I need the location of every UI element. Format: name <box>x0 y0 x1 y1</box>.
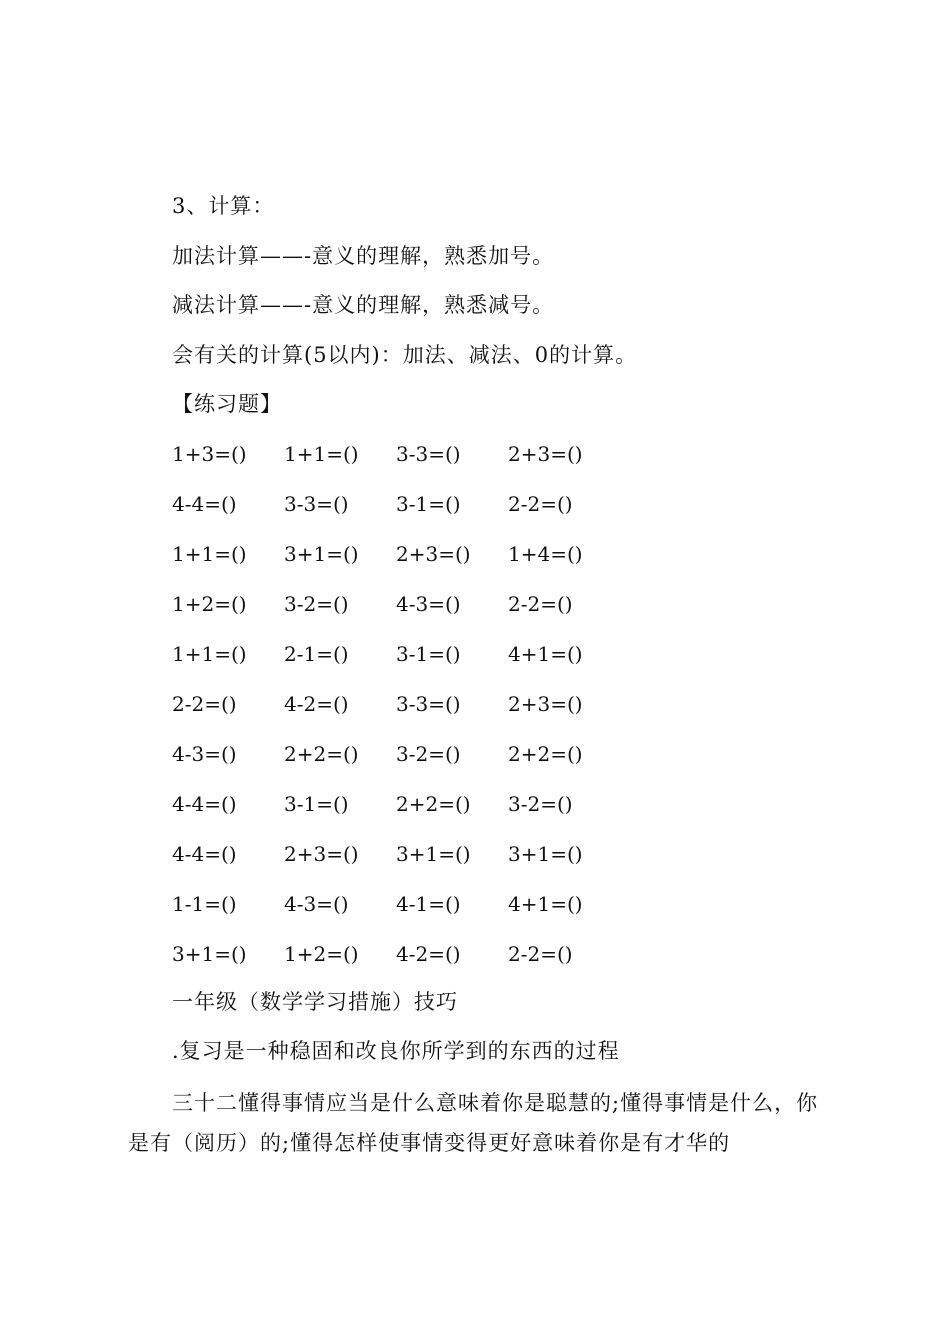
quote-paragraph: 三十二懂得事情应当是什么意味着你是聪慧的;懂得事情是什么，你是有（阅历）的;懂得怎样使事情变得更好意味着你是有才华的 <box>128 1091 819 1155</box>
exercise-item: 3-3=() <box>396 692 461 716</box>
exercise-item: 4+1=() <box>508 642 583 666</box>
addition-line: 加法计算——-意义的理解，熟悉加号。 <box>172 244 555 268</box>
exercise-item: 3-1=() <box>396 642 461 666</box>
exercise-item: 1+3=() <box>172 442 247 466</box>
exercise-grid <box>172 440 620 990</box>
exercise-item: 2+2=() <box>284 742 359 766</box>
exercise-item: 4-1=() <box>396 892 461 916</box>
exercise-item: 2+3=() <box>284 842 359 866</box>
exercise-item: 4-4=() <box>172 842 237 866</box>
exercise-item: 2+2=() <box>508 742 583 766</box>
exercise-row <box>172 490 620 540</box>
exercise-row <box>172 890 620 940</box>
exercise-row <box>172 940 620 990</box>
exercise-item: 1+1=() <box>172 642 247 666</box>
tips-line: .复习是一种稳固和改良你所学到的东西的过程 <box>172 1039 620 1063</box>
exercise-item: 2+2=() <box>396 792 471 816</box>
exercise-item: 4-3=() <box>172 742 237 766</box>
exercise-row <box>172 740 620 790</box>
exercise-item: 3-2=() <box>508 792 573 816</box>
exercise-item: 3+1=() <box>172 942 247 966</box>
exercise-item: 2-2=() <box>508 942 573 966</box>
exercise-item: 4-4=() <box>172 792 237 816</box>
exercise-row <box>172 590 620 640</box>
exercise-item: 1+2=() <box>284 942 359 966</box>
exercise-item: 4-3=() <box>284 892 349 916</box>
exercise-item: 3-2=() <box>284 592 349 616</box>
exercise-item: 3-1=() <box>284 792 349 816</box>
exercise-item: 4+1=() <box>508 892 583 916</box>
exercise-item: 2+3=() <box>396 542 471 566</box>
tips-title: 一年级（数学学习措施）技巧 <box>172 990 458 1014</box>
exercise-row <box>172 840 620 890</box>
exercise-item: 2+3=() <box>508 442 583 466</box>
exercise-item: 3-1=() <box>396 492 461 516</box>
exercise-row <box>172 640 620 690</box>
calculation-scope-line: 会有关的计算(5以内)：加法、减法、0的计算。 <box>172 343 638 367</box>
exercise-item: 4-4=() <box>172 492 237 516</box>
exercise-row <box>172 790 620 840</box>
exercise-item: 2-1=() <box>284 642 349 666</box>
exercise-item: 1-1=() <box>172 892 237 916</box>
section-heading: 3、计算： <box>172 194 275 218</box>
exercise-item: 4-3=() <box>396 592 461 616</box>
exercise-item: 3-2=() <box>396 742 461 766</box>
exercise-item: 3-3=() <box>284 492 349 516</box>
exercise-item: 3+1=() <box>284 542 359 566</box>
exercise-item: 1+1=() <box>284 442 359 466</box>
exercise-item: 2-2=() <box>508 592 573 616</box>
exercise-item: 1+1=() <box>172 542 247 566</box>
exercise-item: 4-2=() <box>396 942 461 966</box>
exercise-row <box>172 540 620 590</box>
exercise-item: 2-2=() <box>508 492 573 516</box>
exercise-row <box>172 690 620 740</box>
exercise-item: 2-2=() <box>172 692 237 716</box>
exercise-item: 4-2=() <box>284 692 349 716</box>
exercise-item: 3+1=() <box>508 842 583 866</box>
exercise-item: 1+2=() <box>172 592 247 616</box>
exercise-row <box>172 440 620 490</box>
exercise-item: 1+4=() <box>508 542 583 566</box>
exercise-item: 2+3=() <box>508 692 583 716</box>
subtraction-line: 减法计算——-意义的理解，熟悉减号。 <box>172 293 555 317</box>
exercise-item: 3+1=() <box>396 842 471 866</box>
exercise-item: 3-3=() <box>396 442 461 466</box>
exercise-heading: 【练习题】 <box>172 392 282 416</box>
